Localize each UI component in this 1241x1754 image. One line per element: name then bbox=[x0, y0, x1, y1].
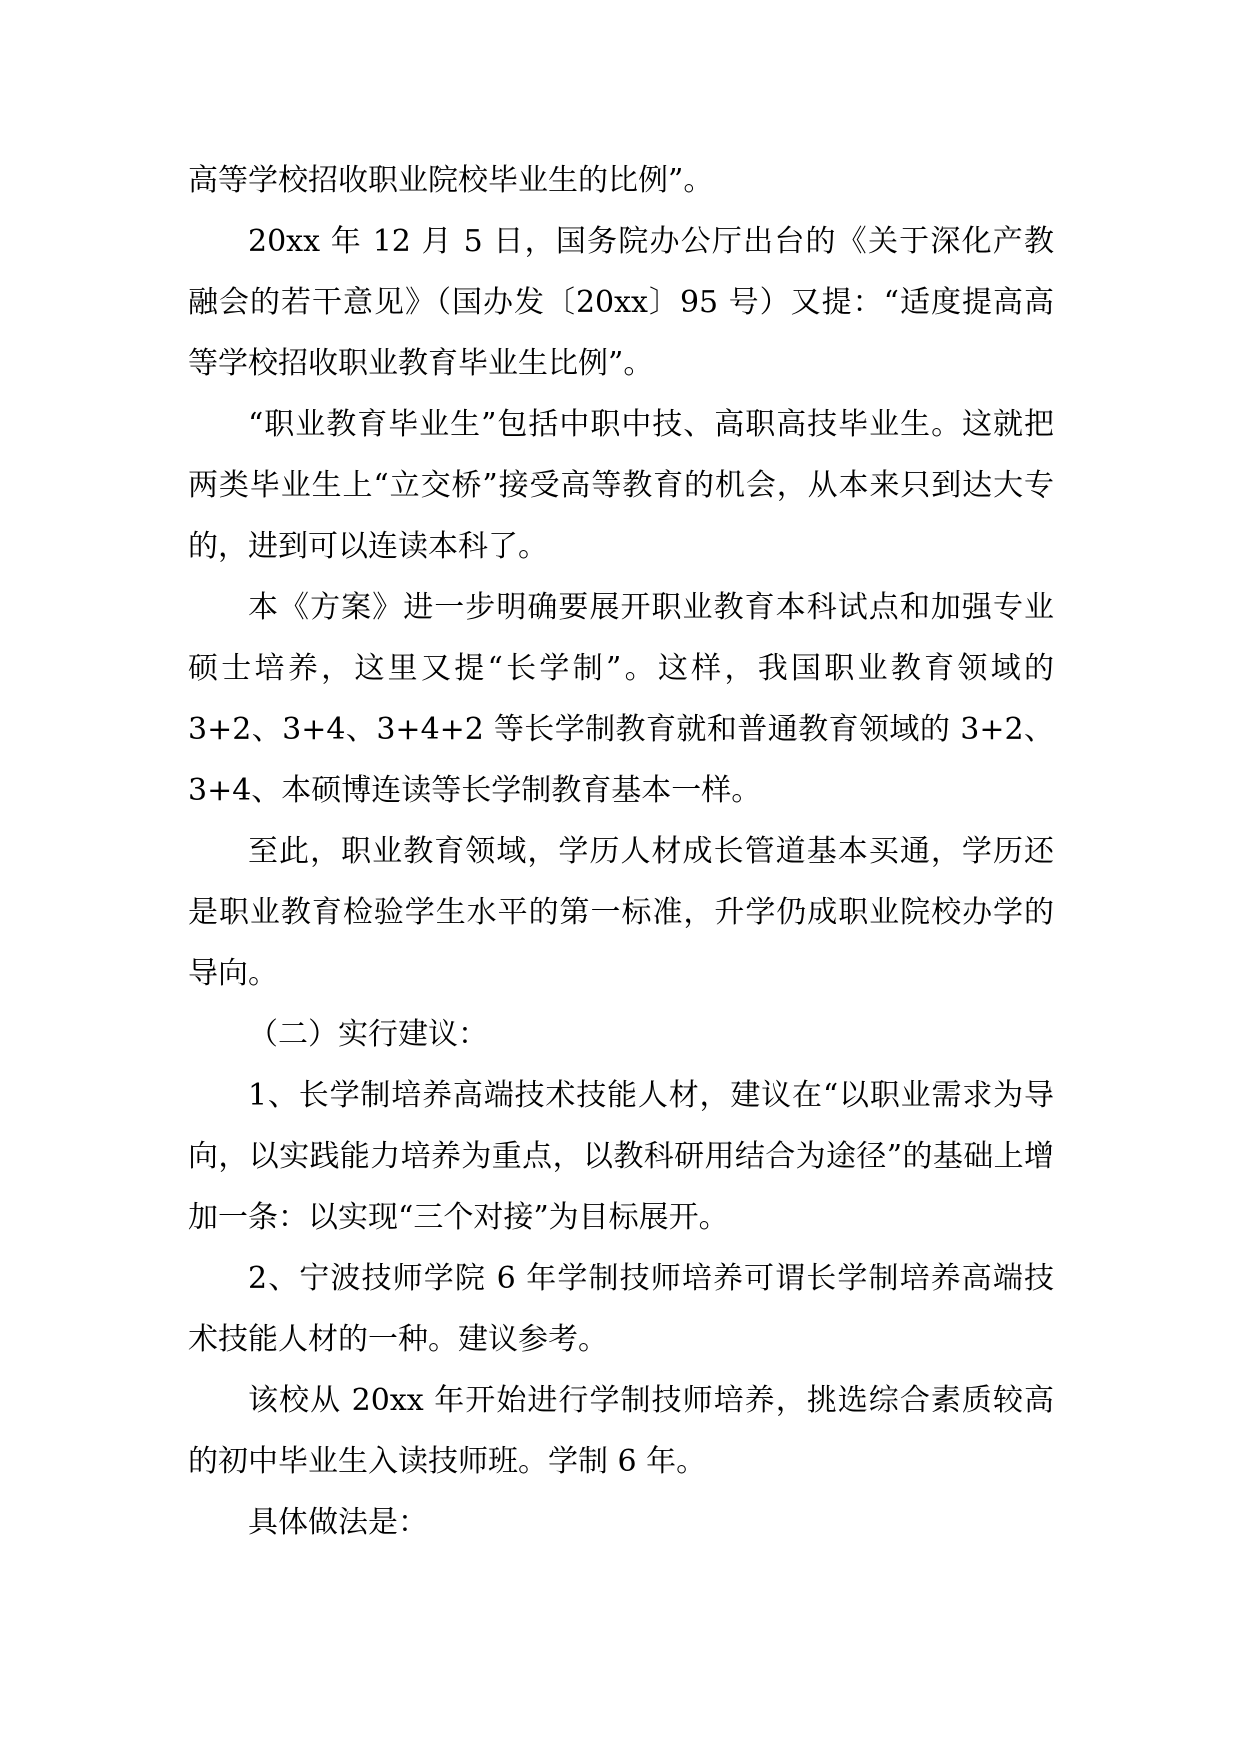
paragraph-conclusion: 至此，职业教育领域，学历人材成长管道基本买通，学历还是职业教育检验学生水平的第一标准，升学仍成职业院校办学的导向。 bbox=[188, 834, 1054, 991]
paragraph-suggestion-1: 1、长学制培养高端技术技能人材，建议在“以职业需求为导向，以实践能力培养为重点，以教科研用结合为途径”的基础上增加一条：以实现“三个对接”为目标展开。 bbox=[188, 1078, 1054, 1235]
paragraph-suggestion-2: 2、宁波技师学院 6 年学制技师培养可谓长学制培养高端技术技能人材的一种。建议参考。 bbox=[188, 1261, 1054, 1357]
paragraph-long-program: 本《方案》进一步明确要展开职业教育本科试点和加强专业硕士培养，这里又提“长学制”。这样，我国职业教育领域的 3+2、3+4、3+4+2 等长学制教育就和普通教育领域的 3+2、3+4、本硕博连读等长学制教育基本一样。 bbox=[188, 590, 1054, 808]
paragraph-continuation: 高等学校招收职业院校毕业生的比例”。 bbox=[188, 163, 714, 198]
paragraph-method-intro: 具体做法是： bbox=[248, 1505, 428, 1540]
paragraph-school-practice: 该校从 20xx 年开始进行学制技师培养，挑选综合素质较高的初中毕业生入读技师班。学制 6 年。 bbox=[188, 1383, 1054, 1479]
paragraph-graduates: “职业教育毕业生”包括中职中技、高职高技毕业生。这就把两类毕业生上“立交桥”接受高等教育的机会，从本来只到达大专的，进到可以连读本科了。 bbox=[188, 407, 1054, 564]
section-heading-suggestions: （二）实行建议： bbox=[248, 1017, 488, 1052]
body-text bbox=[188, 150, 1054, 1553]
paragraph-policy-opinion: 20xx 年 12 月 5 日，国务院办公厅出台的《关于深化产教融会的若干意见》（国办发〔20xx〕95 号）又提：“适度提高高等学校招收职业教育毕业生比例”。 bbox=[188, 224, 1054, 381]
